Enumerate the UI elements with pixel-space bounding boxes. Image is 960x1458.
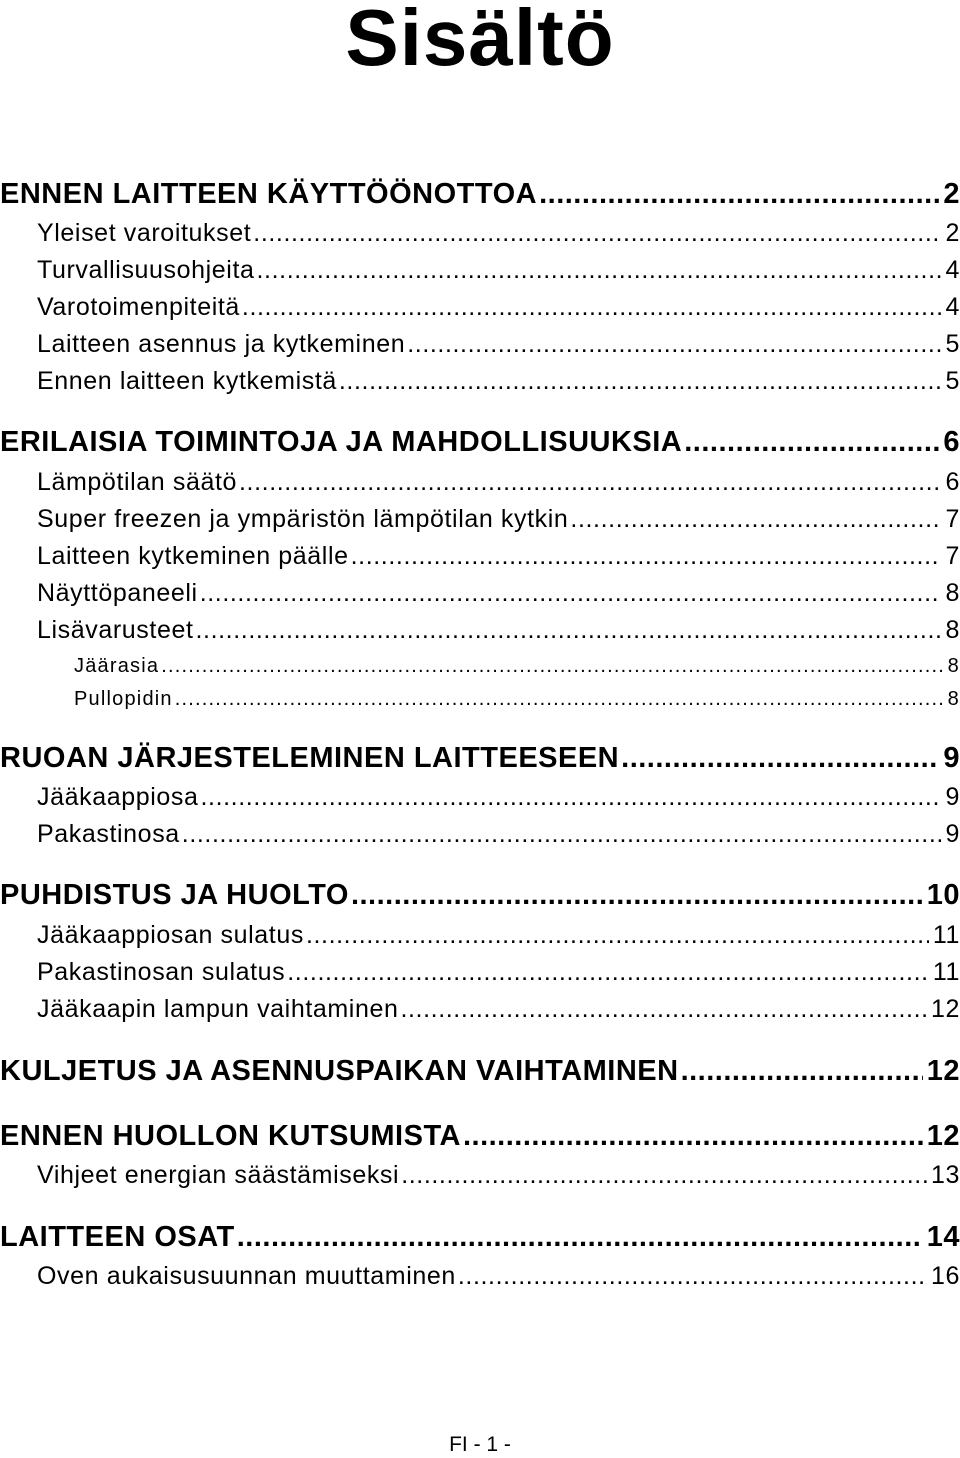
toc-entry bbox=[37, 919, 960, 951]
toc-entry-title: RUOAN JÄRJESTELEMINEN LAITTEESEEN bbox=[0, 742, 620, 774]
toc-entry bbox=[37, 365, 960, 397]
dot-leader bbox=[684, 424, 939, 460]
toc-subentry bbox=[74, 653, 960, 679]
toc-entry-title: Laitteen asennus ja kytkeminen bbox=[37, 330, 406, 358]
toc-entry-title: Pakastinosan sulatus bbox=[37, 958, 286, 986]
dot-leader bbox=[351, 877, 923, 913]
toc-page-number: 7 bbox=[945, 505, 960, 533]
toc-entry bbox=[37, 614, 960, 646]
toc-entry bbox=[37, 217, 960, 249]
toc-entry-title: Jääkaappiosan sulatus bbox=[37, 921, 304, 949]
toc-page-number: 8 bbox=[945, 579, 960, 607]
toc-page-number: 11 bbox=[932, 958, 960, 986]
toc-entry-title: Laitteen kytkeminen päälle bbox=[37, 542, 349, 570]
toc-entry bbox=[37, 503, 960, 535]
toc-page-number: 5 bbox=[945, 367, 960, 395]
toc-entry-title: Lämpötilan säätö bbox=[37, 468, 238, 496]
toc-entry-title: Pakastinosa bbox=[37, 820, 180, 848]
toc-section-entry bbox=[0, 740, 960, 776]
toc-entry-title: Oven aukaisusuunnan muuttaminen bbox=[37, 1262, 456, 1290]
toc-entry bbox=[37, 254, 960, 286]
toc-page-number: 16 bbox=[930, 1262, 960, 1290]
toc-section-entry bbox=[0, 1053, 960, 1089]
dot-leader bbox=[351, 540, 942, 572]
toc-page-number: 12 bbox=[930, 995, 960, 1023]
toc-page-number: 12 bbox=[926, 1120, 960, 1152]
toc-page-number: 4 bbox=[945, 256, 960, 284]
toc-entry-title: Varotoimenpiteitä bbox=[37, 293, 240, 321]
toc-entry-title: Vihjeet energian säästämiseksi bbox=[37, 1161, 400, 1189]
toc-section-entry bbox=[0, 877, 960, 913]
toc-entry bbox=[37, 1260, 960, 1292]
toc-entry-title: Jääkaappiosa bbox=[37, 783, 199, 811]
dot-leader bbox=[253, 217, 941, 249]
toc-subentry bbox=[74, 686, 960, 712]
page-footer: FI - 1 - bbox=[449, 1433, 511, 1456]
dot-leader bbox=[242, 291, 942, 323]
toc-page-number: 4 bbox=[945, 293, 960, 321]
toc-entry bbox=[37, 781, 960, 813]
toc-section-entry bbox=[0, 1219, 960, 1255]
toc-page-number: 9 bbox=[943, 742, 960, 774]
dot-leader bbox=[196, 614, 942, 646]
dot-leader bbox=[182, 818, 942, 850]
toc-entry bbox=[37, 1159, 960, 1191]
toc-entry-title: Lisävarusteet bbox=[37, 616, 194, 644]
toc-entry-title: KULJETUS JA ASENNUSPAIKAN VAIHTAMINEN bbox=[0, 1055, 679, 1087]
toc-entry-title: Turvallisuusohjeita bbox=[37, 256, 255, 284]
toc-entry-title: Näyttöpaneeli bbox=[37, 579, 198, 607]
toc-page-number: 6 bbox=[945, 468, 960, 496]
toc-entry-title: Yleiset varoitukset bbox=[37, 219, 252, 247]
dot-leader bbox=[257, 254, 942, 286]
dot-leader bbox=[681, 1053, 923, 1089]
toc-section-entry bbox=[0, 424, 960, 460]
toc-page-number: 8 bbox=[947, 655, 960, 677]
toc-page-number: 9 bbox=[945, 783, 960, 811]
dot-leader bbox=[570, 503, 941, 535]
dot-leader bbox=[401, 1159, 927, 1191]
toc-entry-title: Ennen laitteen kytkemistä bbox=[37, 367, 337, 395]
toc-entry bbox=[37, 328, 960, 360]
toc-section-entry bbox=[0, 1118, 960, 1154]
toc-page-number: 2 bbox=[945, 219, 960, 247]
toc-page-number: 2 bbox=[943, 178, 960, 210]
dot-leader bbox=[621, 740, 939, 776]
toc-page-number: 8 bbox=[945, 616, 960, 644]
toc-entry-title: Jääkaapin lampun vaihtaminen bbox=[37, 995, 399, 1023]
dot-leader bbox=[463, 1118, 923, 1154]
dot-leader bbox=[287, 956, 929, 988]
dot-leader bbox=[175, 686, 944, 712]
toc-page-number: 11 bbox=[932, 921, 960, 949]
toc-page-number: 6 bbox=[943, 426, 960, 458]
toc-entry-title: LAITTEEN OSAT bbox=[0, 1221, 235, 1253]
dot-leader bbox=[161, 653, 943, 679]
dot-leader bbox=[539, 176, 939, 212]
dot-leader bbox=[201, 781, 942, 813]
toc-entry-title: Jäärasia bbox=[74, 655, 160, 677]
toc-page-number: 12 bbox=[926, 1055, 960, 1087]
toc-entry-title: ERILAISIA TOIMINTOJA JA MAHDOLLISUUKSIA bbox=[0, 426, 683, 458]
toc-entry-title: ENNEN LAITTEEN KÄYTTÖÖNOTTOA bbox=[0, 178, 538, 210]
dot-leader bbox=[239, 466, 941, 498]
toc-entry bbox=[37, 540, 960, 572]
toc-entry bbox=[37, 577, 960, 609]
toc-entry bbox=[37, 466, 960, 498]
page-title: Sisältö bbox=[345, 0, 615, 82]
dot-leader bbox=[400, 993, 927, 1025]
toc-entry bbox=[37, 291, 960, 323]
toc-entry bbox=[37, 818, 960, 850]
dot-leader bbox=[458, 1260, 927, 1292]
toc-page-number: 10 bbox=[926, 879, 960, 911]
dot-leader bbox=[339, 365, 942, 397]
toc-page-number: 9 bbox=[945, 820, 960, 848]
toc-page-number: 14 bbox=[926, 1221, 960, 1253]
dot-leader bbox=[237, 1219, 923, 1255]
toc-page-number: 8 bbox=[947, 688, 960, 710]
toc-entry bbox=[37, 956, 960, 988]
dot-leader bbox=[306, 919, 929, 951]
dot-leader bbox=[200, 577, 942, 609]
toc-page-number: 13 bbox=[930, 1161, 960, 1189]
toc-entry-title: Super freezen ja ympäristön lämpötilan kytkin bbox=[37, 505, 569, 533]
toc-page-number: 7 bbox=[945, 542, 960, 570]
dot-leader bbox=[407, 328, 941, 360]
toc-page-number: 5 bbox=[945, 330, 960, 358]
toc-entry-title: Pullopidin bbox=[74, 688, 173, 710]
toc-section-entry bbox=[0, 176, 960, 212]
toc-entry-title: ENNEN HUOLLON KUTSUMISTA bbox=[0, 1120, 461, 1152]
toc-entry bbox=[37, 993, 960, 1025]
toc-entry-title: PUHDISTUS JA HUOLTO bbox=[0, 879, 349, 911]
